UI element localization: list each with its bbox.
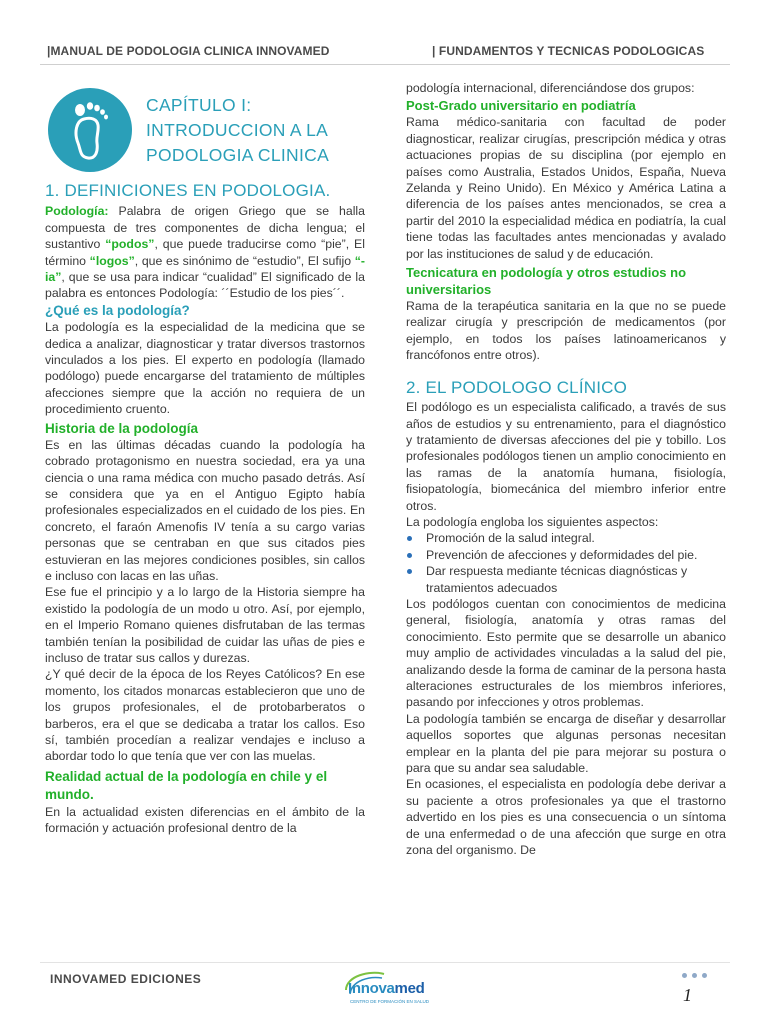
right-column bbox=[406, 80, 726, 858]
tecnicatura-paragraph: Rama de la terapéutica sanitaria en la que no se puede realizar cirugía y prescripción de medicamentos (por ejemplo, en todos los países latinoamericanos y francófonos entre otros). bbox=[406, 299, 726, 363]
list-item-text: Dar respuesta mediante técnicas diagnósticas y tratamientos adecuados bbox=[426, 564, 688, 595]
section-2-paragraph-3: Los podólogos cuentan con conocimientos de medicina general, fisiología, anatomía y otras ramas del conocimiento. Esto permite que se desarrolle un abanico muy amplio de actividades vinculadas a la salud del pie, analizando desde la forma de caminar de la persona hasta alteraciones estructurales de los miembros inferiores, pasando por infecciones y otros problemas. bbox=[406, 596, 726, 710]
chapter-title-line3: PODOLOGIA CLINICA bbox=[146, 144, 330, 165]
page-number: 1 bbox=[683, 985, 692, 1005]
header-left-title: |MANUAL DE PODOLOGIA CLINICA INNOVAMED bbox=[47, 44, 330, 58]
section-2-paragraph-1: El podólogo es un especialista calificado, a través de sus años de estudios y su entrenamiento, para el diagnóstico y tratamiento de diversas afecciones del pie y tobillo. Los profesionales podólogos tienen un amplio conocimiento en las ramas de la anatomía humana, fisiología, fisiopatología, biomecánica del miembro inferior entre otros. bbox=[406, 400, 726, 513]
footprint-icon bbox=[48, 88, 132, 172]
section-2-title: 2. EL PODOLOGO CLÍNICO bbox=[406, 377, 628, 397]
question-heading: ¿Qué es la podología? bbox=[45, 302, 190, 318]
definition-paragraph bbox=[45, 203, 365, 301]
brand-subtitle: CENTRO DE FORMACIÓN EN SALUD bbox=[350, 999, 430, 1004]
history-paragraph-1: Es en las últimas décadas cuando la podología ha cobrado protagonismo en nuestra sociedad, era ya una ciencia o una rama médica con mucho pasado detrás. Así se considera que ya en el Antiguo Egipto había profesionales especializados en el cuidado de los pies. En concreto, el faraón Amenofis IV tenía a su cargo varias personas que se centraban en que sus citados pies estuvieran en las mejores condiciones posibles, sin callos e incluso con lacas en las uñas. bbox=[45, 437, 365, 583]
chapter-title-line1: CAPÍTULO I: bbox=[146, 94, 252, 115]
section-2-paragraph-4: La podología también se encarga de diseñar y desarrollar aquellos soportes que algunas personas necesitan emplear en la planta del pie para mejorar su postura o para que su andar sea saludable. bbox=[406, 711, 726, 776]
postgrado-paragraph: Rama médico-sanitaria con facultad de poder diagnosticar, realizar cirugías, prescripción médica y otras actuaciones propias de su disciplina (por ejemplo en países como Australia, Estados Unidos, España, Nueva Zelanda y Reino Unido). En México y América Latina a diferencia de los países antes mencionados, se crea a partir del 2010 la especialidad médica en podiatría, la cual tiene todas las facultades antes mencionadas y avalado por las instituciones de salud y de educación. bbox=[406, 115, 726, 261]
section-2-paragraph-2: La podología engloba los siguientes aspectos: bbox=[406, 514, 659, 529]
history-heading: Historia de la podología bbox=[45, 420, 199, 436]
list-item-text: Promoción de la salud integral. bbox=[426, 531, 595, 546]
list-item bbox=[406, 563, 726, 596]
question-paragraph: La podología es la especialidad de la medicina que se dedica a analizar, diagnosticar y tratar diversos trastornos vinculados a los pies. El experto en podología (llamado podólogo) puede encargarse del tratamiento de múltiples afecciones siempre que la acción no requiera de un procedimiento cruento. bbox=[45, 320, 365, 417]
aspects-list bbox=[406, 530, 726, 596]
history-paragraph-3: ¿Y qué decir de la época de los Reyes Católicos? En ese momento, los citados monarcas establecieron que uno de los grupos profesionales, el de protobarberatos o barberos, era el que se dedicaba a tratar los callos. Eso sí, también procedían a realizar vendajes e incluso a abordar todo lo que tenía que ver con las muelas. bbox=[45, 667, 365, 764]
section-2-paragraph-5: En ocasiones, el especialista en podología debe derivar a su paciente a otros profesionales ya que el trastorno advertido en los pies es una consecuencia o un síntoma de una enfermedad o de una afección que surge en otra zona del organismo. De bbox=[406, 777, 726, 858]
dots-icon bbox=[682, 973, 707, 978]
brand-word-b: med bbox=[394, 980, 425, 997]
definition-text-d: , que se usa para indicar “cualidad” El significado de la palabra es entonces Podología: ´´Estudio de los pies´´. bbox=[45, 270, 365, 301]
reality-paragraph: En la actualidad existen diferencias en el ámbito de la formación y actuación profesional dentro de la bbox=[45, 804, 365, 836]
term-ia: “-ia” bbox=[45, 253, 366, 285]
section-1-title: 1. DEFINICIONES EN PODOLOGIA. bbox=[45, 181, 331, 200]
bullet-dot-icon bbox=[407, 553, 412, 558]
chapter-title bbox=[146, 93, 329, 168]
term-podos: “podos” bbox=[105, 237, 155, 252]
definition-text-a: Palabra de origen Griego que se halla compuesta de tres componentes de dicha lengua; el sustantivo bbox=[45, 204, 365, 252]
chapter-title-line2: INTRODUCCION A LA bbox=[146, 119, 329, 140]
definition-text-c: , que es sinónimo de “estudio”, El sufijo bbox=[134, 253, 355, 268]
header-divider bbox=[40, 64, 730, 65]
definition-text-b: , que puede traducirse como “pie”, El término bbox=[45, 237, 365, 268]
list-item bbox=[406, 547, 726, 563]
term-logos: “logos” bbox=[89, 253, 135, 268]
history-paragraph-2: Ese fue el principio y a lo largo de la Historia siempre ha existido la podología de un modo u otro. Así, por ejemplo, en el Imperio Romano quienes disfrutaban de las termas también tenían la posibilidad de cuidar las uñas de pies e incluso de tratar sus callos y durezas. bbox=[45, 585, 365, 665]
footer-publisher: INNOVAMED EDICIONES bbox=[50, 972, 202, 986]
chapter-heading bbox=[45, 80, 365, 180]
bullet-dot-icon bbox=[407, 536, 412, 541]
reality-heading: Realidad actual de la podología en chile y el mundo. bbox=[45, 768, 328, 802]
footer-divider bbox=[40, 962, 730, 963]
brand-wordmark bbox=[348, 980, 425, 997]
brand-word-a: Innova bbox=[348, 980, 395, 997]
left-column bbox=[45, 80, 365, 837]
bullet-dot-icon bbox=[407, 569, 412, 574]
header-right-title: | FUNDAMENTOS Y TECNICAS PODOLOGICAS bbox=[432, 44, 705, 58]
continuation-paragraph: podología internacional, diferenciándose dos grupos: bbox=[406, 81, 695, 95]
list-item bbox=[406, 530, 726, 546]
brand-logo bbox=[340, 968, 430, 1012]
postgrado-heading: Post-Grado universitario en podiatría bbox=[406, 98, 636, 114]
definition-term: Podología: bbox=[45, 204, 109, 219]
list-item-text: Prevención de afecciones y deformidades del pie. bbox=[426, 547, 698, 562]
tecnicatura-heading: Tecnicatura en podología y otros estudios no universitarios bbox=[406, 265, 687, 298]
